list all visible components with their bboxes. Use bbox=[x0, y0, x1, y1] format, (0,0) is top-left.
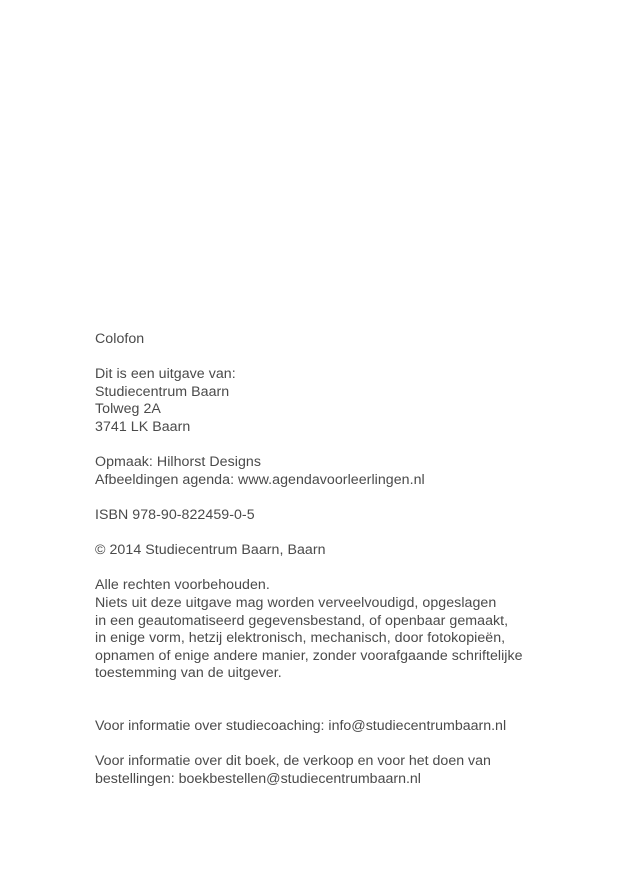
rights-line: in enige vorm, hetzij elektronisch, mechanisch, door fotokopieën, bbox=[95, 630, 506, 647]
rights-line: Niets uit deze uitgave mag worden verveelvoudigd, opgeslagen bbox=[95, 594, 497, 611]
publisher-intro: Dit is een uitgave van: bbox=[95, 366, 236, 383]
rights-line: opnamen of enige andere manier, zonder voorafgaande schriftelijke bbox=[95, 647, 523, 664]
colophon-heading: Colofon bbox=[95, 331, 145, 347]
address-city: 3741 LK Baarn bbox=[95, 418, 191, 435]
book-info-line: Voor informatie over dit boek, de verkoop en voor het doen van bbox=[95, 753, 491, 769]
spacer bbox=[95, 437, 615, 455]
isbn: ISBN 978-90-822459-0-5 bbox=[95, 506, 255, 523]
copyright: © 2014 Studiecentrum Baarn, Baarn bbox=[95, 542, 326, 559]
publisher-name: Studiecentrum Baarn bbox=[95, 383, 230, 400]
colophon-block bbox=[95, 331, 615, 683]
rights-line: Alle rechten voorbehouden. bbox=[95, 577, 270, 594]
layout-credit: Opmaak: Hilhorst Designs bbox=[95, 454, 261, 471]
book-info-line: bestellingen: boekbestellen@studiecentrumbaarn.nl bbox=[95, 770, 421, 787]
coaching-contact bbox=[95, 718, 615, 736]
book-contact bbox=[95, 753, 615, 788]
spacer bbox=[95, 525, 615, 543]
address-street: Tolweg 2A bbox=[95, 401, 161, 418]
images-credit: Afbeeldingen agenda: www.agendavoorleerlingen.nl bbox=[95, 471, 425, 488]
coaching-info: Voor informatie over studiecoaching: info@studiecentrumbaarn.nl bbox=[95, 718, 507, 734]
rights-line: toestemming van de uitgever. bbox=[95, 665, 282, 682]
rights-line: in een geautomatiseerd gegevensbestand, of openbaar gemaakt, bbox=[95, 612, 509, 629]
spacer bbox=[95, 560, 615, 578]
spacer bbox=[95, 489, 615, 507]
spacer bbox=[95, 349, 615, 367]
